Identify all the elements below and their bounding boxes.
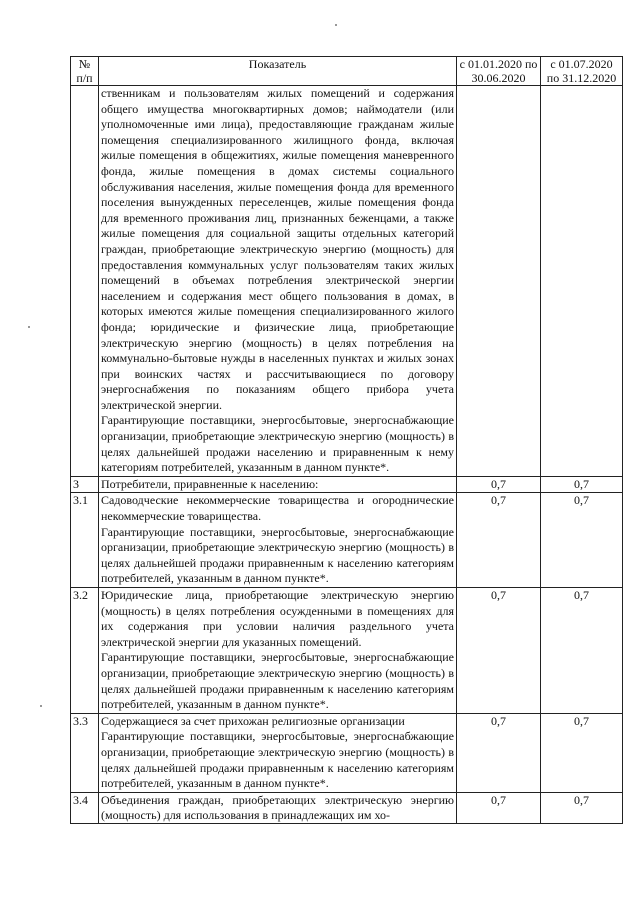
row-number: 3.2 <box>71 588 99 714</box>
indicator-cell <box>99 493 457 588</box>
table-row <box>71 493 623 588</box>
period-2-value: 0,7 <box>541 792 623 823</box>
indicator-cell <box>99 713 457 792</box>
scan-speck <box>28 326 30 328</box>
indicator-paragraph: Гарантирующие поставщики, энергосбытовые, энергоснабжающие организации, приобретающие электрическую энергию (мощность) в целях дальнейшей продажи приравненным к населению категориям потребителей, указанным в данном пункте*. <box>101 650 454 712</box>
indicator-cell <box>99 792 457 823</box>
indicator-paragraph: Гарантирующие поставщики, энергосбытовые, энергоснабжающие организации, приобретающие электрическую энергию (мощность) в целях дальнейшей продажи населению и приравненным к нему категориям потребителей, указанным в данном пункте*. <box>101 413 454 475</box>
indicator-paragraph: Потребители, приравненные к населению: <box>101 476 319 491</box>
table-row <box>71 713 623 792</box>
period-1-value: 0,7 <box>457 476 541 493</box>
header-number: № п/п <box>71 57 99 86</box>
period-2-value: 0,7 <box>541 713 623 792</box>
row-number: 3 <box>71 476 99 493</box>
period-1-value: 0,7 <box>457 713 541 792</box>
row-number: 3.3 <box>71 713 99 792</box>
indicator-cell <box>99 476 457 493</box>
row-number: 3.4 <box>71 792 99 823</box>
indicator-paragraph: Садоводческие некоммерческие товарищества и огороднические некоммерческие товарищества. <box>101 493 454 524</box>
period-2-value: 0,7 <box>541 588 623 714</box>
table-header-row <box>71 57 623 86</box>
indicator-paragraph: Гарантирующие поставщики, энергосбытовые, энергоснабжающие организации, приобретающие электрическую энергию (мощность) в целях дальнейшей продажи приравненным к населению категориям потребителей, указанным в данном пункте*. <box>101 729 454 791</box>
period-2-value <box>541 86 623 477</box>
header-period-1: с 01.01.2020 по 30.06.2020 <box>457 57 541 86</box>
indicator-paragraph: Объединения граждан, приобретающих электрическую энергию (мощность) для использования в принадлежащих им хо- <box>101 792 454 823</box>
indicator-paragraph: Юридические лица, приобретающие электрическую энергию (мощность) в целях потребления осужденными в помещениях для их содержания при условии наличия раздельного учета электрической энергии для указанных помещений. <box>101 588 454 649</box>
indicator-cell <box>99 588 457 714</box>
indicator-cell <box>99 86 457 477</box>
tariff-table <box>70 56 623 824</box>
header-period-2: с 01.07.2020 по 31.12.2020 <box>541 57 623 86</box>
period-2-value: 0,7 <box>541 493 623 588</box>
table-row <box>71 792 623 823</box>
indicator-paragraph: ственникам и пользователям жилых помещений и содержания общего имущества многоквартирных домов; наймодатели (или уполномоченные ими лица), предоставляющие гражданам жилые помещения специализированного жилищного фонда, включая жилые помещения в общежитиях, жилые помещения маневренного фонда, жилые помещения в домах системы социального обслуживания населения, жилые помещения фонда для временного поселения вынужденных переселенцев, жилые помещения фонда для временного проживания лиц, признанных беженцами, а также жилые помещения для социальной защиты отдельных категорий граждан, приобретающие электрическую энергию (мощность) для предоставления коммунальных услуг пользователям таких жилых помещений в объемах потребления электрической энергии населением и содержания мест общего пользования в домах, в которых имеются жилые помещения специализированного жилого фонда; юридические и физические лица, приобретающие электрическую энергию (мощность) в целях потребления на коммунально-бытовые нужды в населенных пунктах и жилых зонах при воинских частях и рассчитывающиеся по договору энергоснабжения по показаниям общего прибора учета электрической энергии. <box>101 86 454 412</box>
table-row <box>71 476 623 493</box>
period-1-value: 0,7 <box>457 588 541 714</box>
period-2-value: 0,7 <box>541 476 623 493</box>
header-indicator: Показатель <box>99 57 457 86</box>
indicator-paragraph: Гарантирующие поставщики, энергосбытовые, энергоснабжающие организации, приобретающие электрическую энергию (мощность) в целях дальнейшей продажи приравненным к населению категориям потребителей, указанным в данном пункте*. <box>101 524 454 586</box>
table-row-continuation <box>71 86 623 477</box>
row-number-cell <box>71 86 99 477</box>
period-1-value: 0,7 <box>457 493 541 588</box>
row-number: 3.1 <box>71 493 99 588</box>
scan-speck <box>40 705 42 707</box>
indicator-paragraph: Содержащиеся за счет прихожан религиозные организации <box>101 713 405 728</box>
period-1-value: 0,7 <box>457 792 541 823</box>
period-1-value <box>457 86 541 477</box>
table-row <box>71 588 623 714</box>
scan-speck <box>335 24 337 26</box>
